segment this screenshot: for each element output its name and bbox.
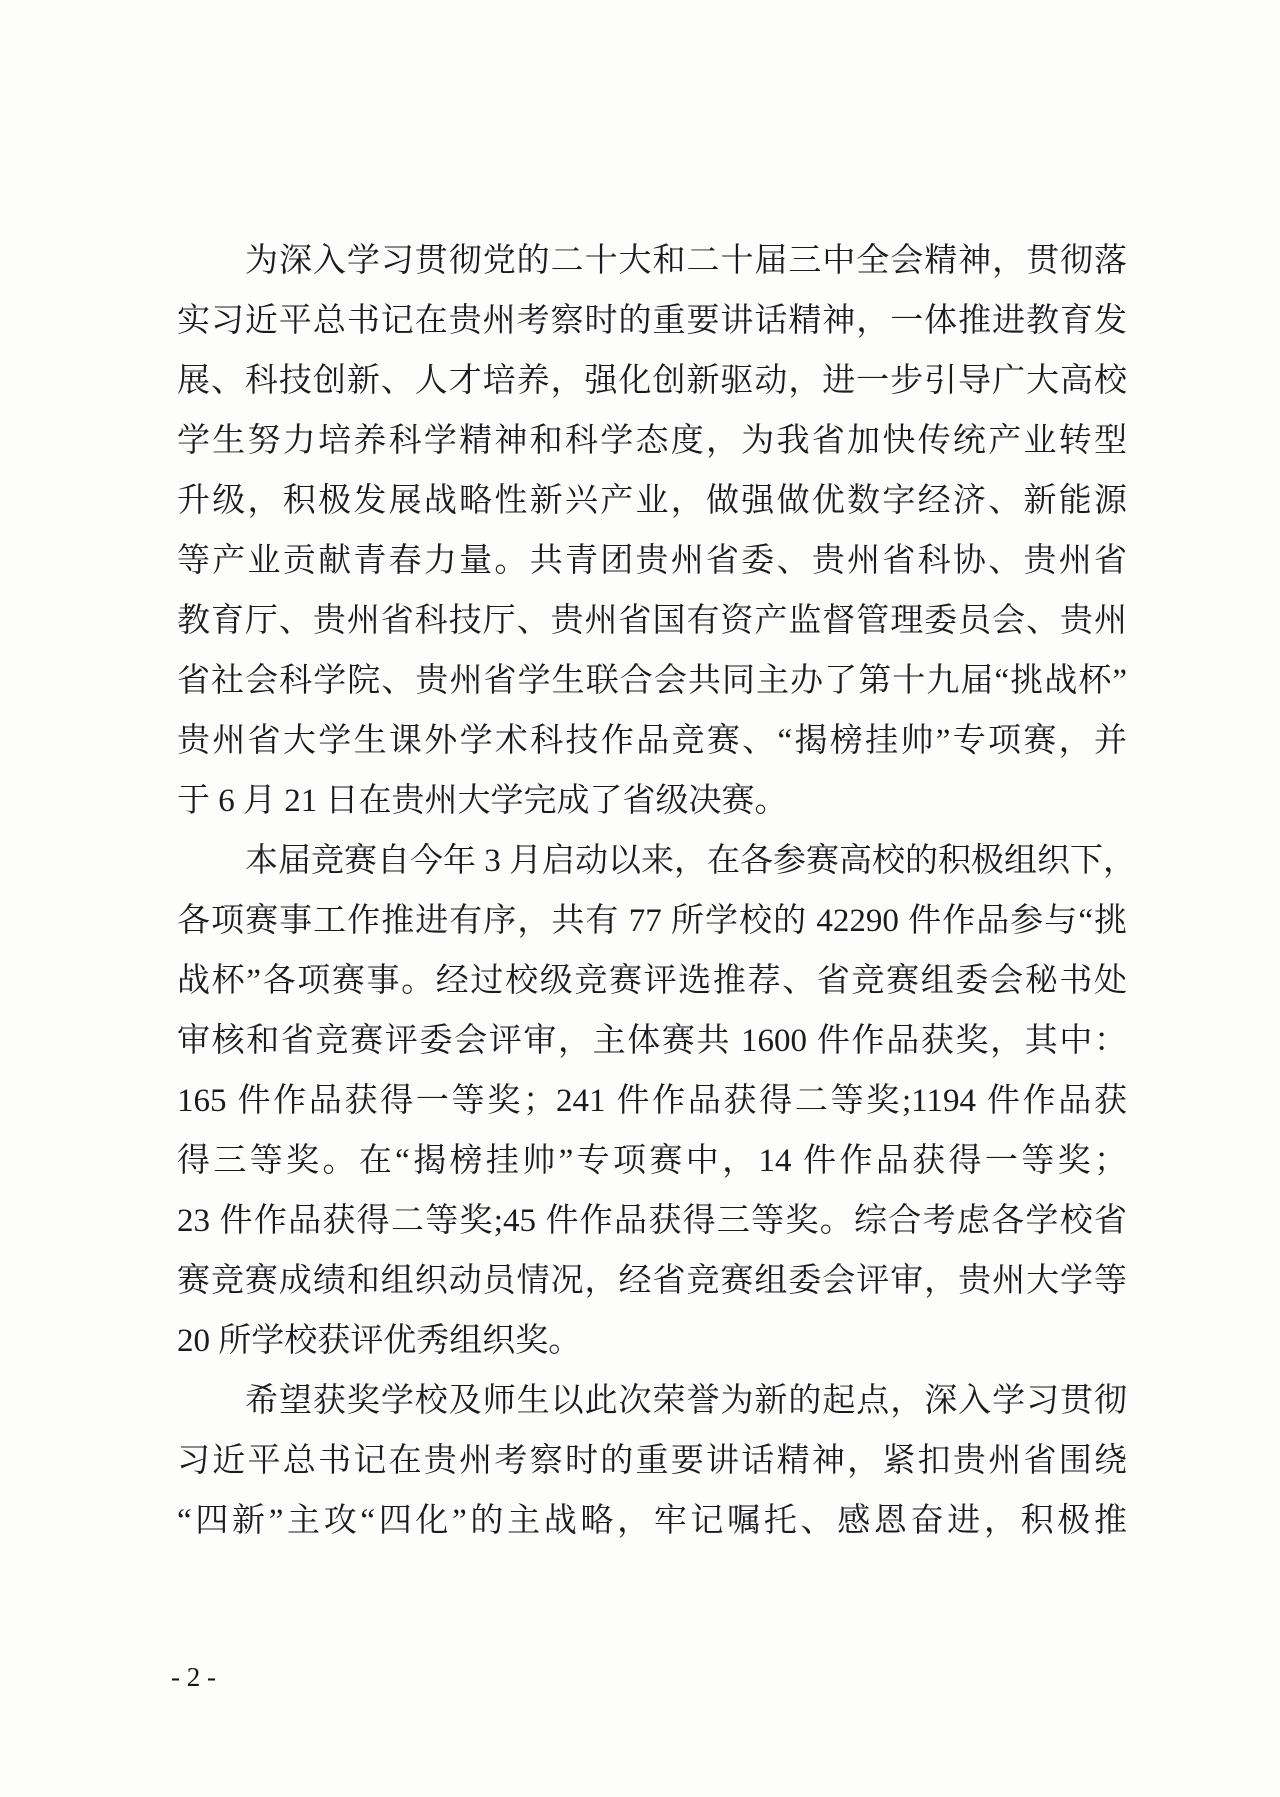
- paragraph-1: [177, 231, 1127, 831]
- text-line: 得三等奖。在“揭榜挂帅”专项赛中，14 件作品获得一等奖；: [177, 1143, 1127, 1179]
- text-line: 学生努力培养科学精神和科学态度，为我省加快传统产业转型: [177, 423, 1127, 459]
- document-text-block: [177, 231, 1136, 1551]
- text-line: 等产业贡献青春力量。共青团贵州省委、贵州省科协、贵州省: [177, 543, 1127, 579]
- text-line: 省社会科学院、贵州省学生联合会共同主办了第十九届“挑战杯”: [177, 663, 1127, 699]
- text-line: 战杯”各项赛事。经过校级竞赛评选推荐、省竞赛组委会秘书处: [177, 963, 1127, 999]
- text-line: 165 件作品获得一等奖；241 件作品获得二等奖;1194 件作品获: [177, 1083, 1127, 1119]
- text-line: 20 所学校获评优秀组织奖。: [177, 1323, 582, 1359]
- text-line: 展、科技创新、人才培养，强化创新驱动，进一步引导广大高校: [177, 363, 1127, 399]
- text-line: 于 6 月 21 日在贵州大学完成了省级决赛。: [177, 783, 788, 819]
- paragraph-2: [177, 831, 1136, 1371]
- text-line: 实习近平总书记在贵州考察时的重要讲话精神，一体推进教育发: [177, 303, 1127, 339]
- text-line: 本届竞赛自今年 3 月启动以来，在各参赛高校的积极组织下，: [245, 843, 1136, 879]
- text-line: 审核和省竞赛评委会评审，主体赛共 1600 件作品获奖，其中：: [177, 1023, 1127, 1059]
- text-line: 贵州省大学生课外学术科技作品竞赛、“揭榜挂帅”专项赛，并: [177, 723, 1127, 759]
- paragraph-3: [177, 1371, 1127, 1551]
- text-line: 赛竞赛成绩和组织动员情况，经省竞赛组委会评审，贵州大学等: [177, 1263, 1127, 1299]
- text-line: 各项赛事工作推进有序，共有 77 所学校的 42290 件作品参与“挑: [177, 903, 1127, 939]
- text-line: “四新”主攻“四化”的主战略，牢记嘱托、感恩奋进，积极推: [177, 1503, 1127, 1539]
- page-number: - 2 -: [171, 1662, 216, 1692]
- text-line: 教育厅、贵州省科技厅、贵州省国有资产监督管理委员会、贵州: [177, 603, 1127, 639]
- text-line: 23 件作品获得二等奖;45 件作品获得三等奖。综合考虑各学校省: [177, 1203, 1127, 1239]
- text-line: 为深入学习贯彻党的二十大和二十届三中全会精神，贯彻落: [245, 243, 1127, 279]
- text-line: 习近平总书记在贵州考察时的重要讲话精神，紧扣贵州省围绕: [177, 1443, 1127, 1479]
- text-line: 升级，积极发展战略性新兴产业，做强做优数字经济、新能源: [177, 483, 1127, 519]
- text-line: 希望获奖学校及师生以此次荣誉为新的起点，深入学习贯彻: [245, 1383, 1127, 1419]
